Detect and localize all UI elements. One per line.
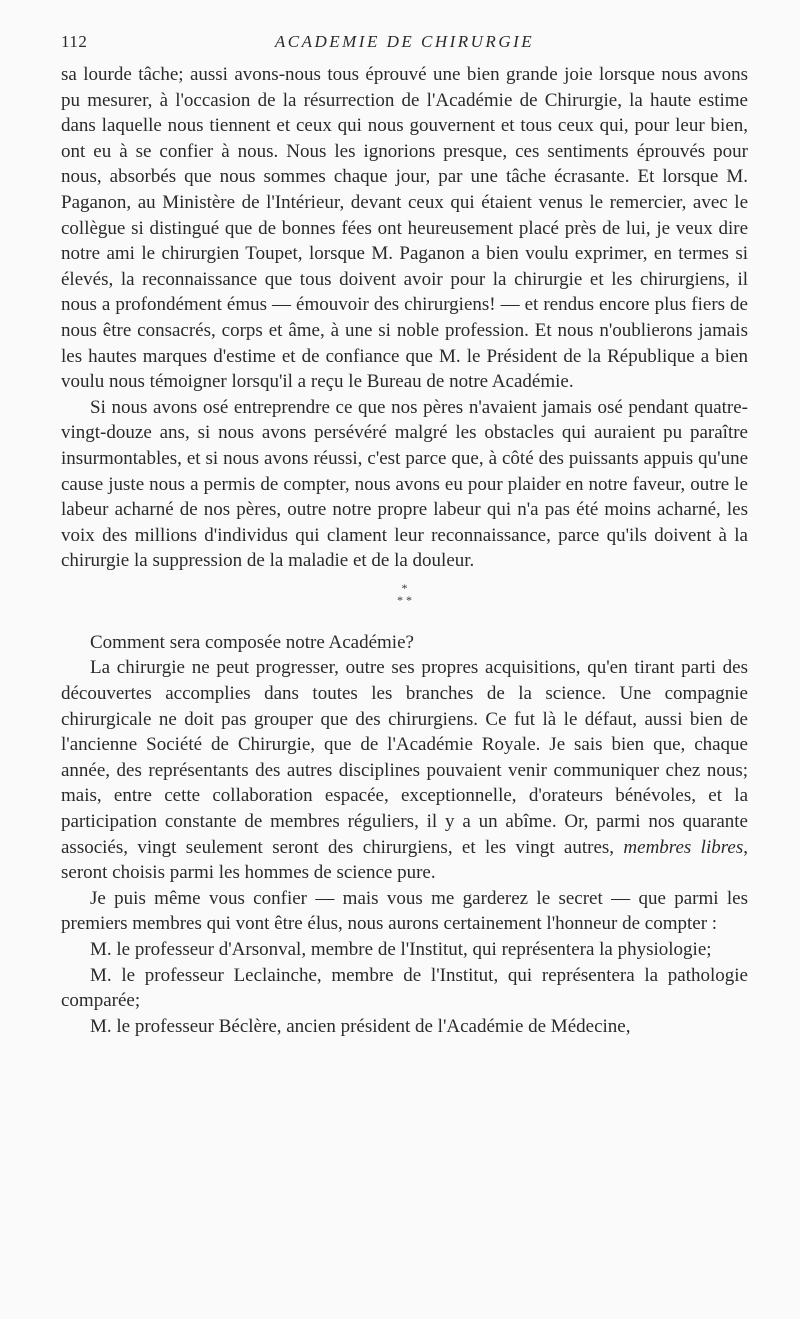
paragraph-5: Je puis même vous confier — mais vous me garderez le secret — que parmi les premiers membres qui vont être élus, nous aurons certainement l'honneur de compter :: [61, 887, 748, 935]
paragraph-4: [61, 655, 748, 885]
running-title: ACADEMIE DE CHIRURGIE: [274, 32, 535, 51]
asterism-bottom: * *: [397, 592, 412, 607]
paragraph-4-text: La chirurgie ne peut progresser, outre ses propres acquisitions, qu'en tirant parti des découvertes accomplies dans toutes les branches de la science. Une compagnie chirurgicale ne doit pas grouper que des chirurgiens. Ce fut là le défaut, aussi bien de l'ancienne Société de Chirurgie, que de l'Académie Royale. Je sais bien que, chaque année, des représentants des autres disciplines pouvaient venir communiquer chez nous; mais, entre cette collaboration espacée, exceptionnelle, d'orateurs bénévoles, et la participation constante de membres réguliers, il y a un abîme. Or, parmi nos quarante associés, vingt seulement seront des chirurgiens, et les vingt: [61, 657, 748, 858]
paragraph-6: M. le professeur d'Arsonval, membre de l'Institut, qui représentera la physiologie;: [90, 939, 712, 960]
paragraph-3: Comment sera composée notre Académie?: [90, 631, 414, 653]
page-number: 112: [61, 32, 88, 51]
asterism-divider: [61, 582, 748, 606]
paragraph-4-italic: membres libres: [623, 836, 744, 858]
asterism-top: *: [401, 580, 408, 595]
paragraph-4-text-3: , seront choisis parmi les hommes de science pure.: [61, 836, 749, 884]
body-text: [61, 62, 748, 1039]
paragraph-8: M. le professeur Béclère, ancien président de l'Académie de Médecine,: [90, 1015, 631, 1037]
running-header: [61, 28, 748, 62]
paragraph-4-text-2: autres,: [563, 836, 615, 858]
paragraph-1: sa lourde tâche; aussi avons-nous tous éprouvé une bien grande joie lorsque nous avons pu mesurer, à l'occasion de la résurrection de l'Académie de Chirurgie, la haute estime dans laquelle nous tiennent et ceux qui nous gouvernent et tous ceux qui, pour leur bien, ont eu à se confier à nous. Nous les ignorions presque, ces sentiments éprouvés pour nous, absorbés que nous sommes chaque jour, par une tâche écrasante. Et lorsque M. Paganon, au Ministère de l'Intérieur, devant ceux qui étaient venus le remercier, avec le collègue si distingué que de bonnes fées ont heureusement placé près de lui, je veux dire notre ami le chirurgien Toupet, lorsque M. Paganon a bien voulu exprimer, en termes si élevés, la reconnaissance que tous doivent avoir pour la chirurgie et les chirurgiens, il nous a profondément émus — émouvoir des chirurgiens! — et rendus encore plus fiers de nous être consacrés, corps et âme, à une si noble profession. Et nous n'oublierons jamais les hautes marques d'estime et de confiance que M. le Président de la République a bien voulu nous témoigner lorsqu'il a reçu le Bureau de notre Académie.: [61, 64, 748, 393]
paragraph-2: Si nous avons osé entreprendre ce que nos pères n'avaient jamais osé pendant quatre-vingt-douze ans, si nous avons persévéré malgré les obstacles qui auraient pu paraître insurmontables, et si nous avons réussi, c'est parce que, à côté des puissants appuis qu'une cause juste nous a permis de compter, nous avons eu pour plaider en notre faveur, outre le labeur acharné de nos pères, outre notre propre labeur qui n'a pas été moins acharné, les voix des millions d'individus qui clament leur reconnaissance, parce qu'ils doivent à la chirurgie la suppression de la maladie et de la douleur.: [61, 396, 748, 572]
paragraph-7: M. le professeur Leclainche, membre de l'Institut, qui représentera la pathologie comparée;: [61, 964, 748, 1012]
